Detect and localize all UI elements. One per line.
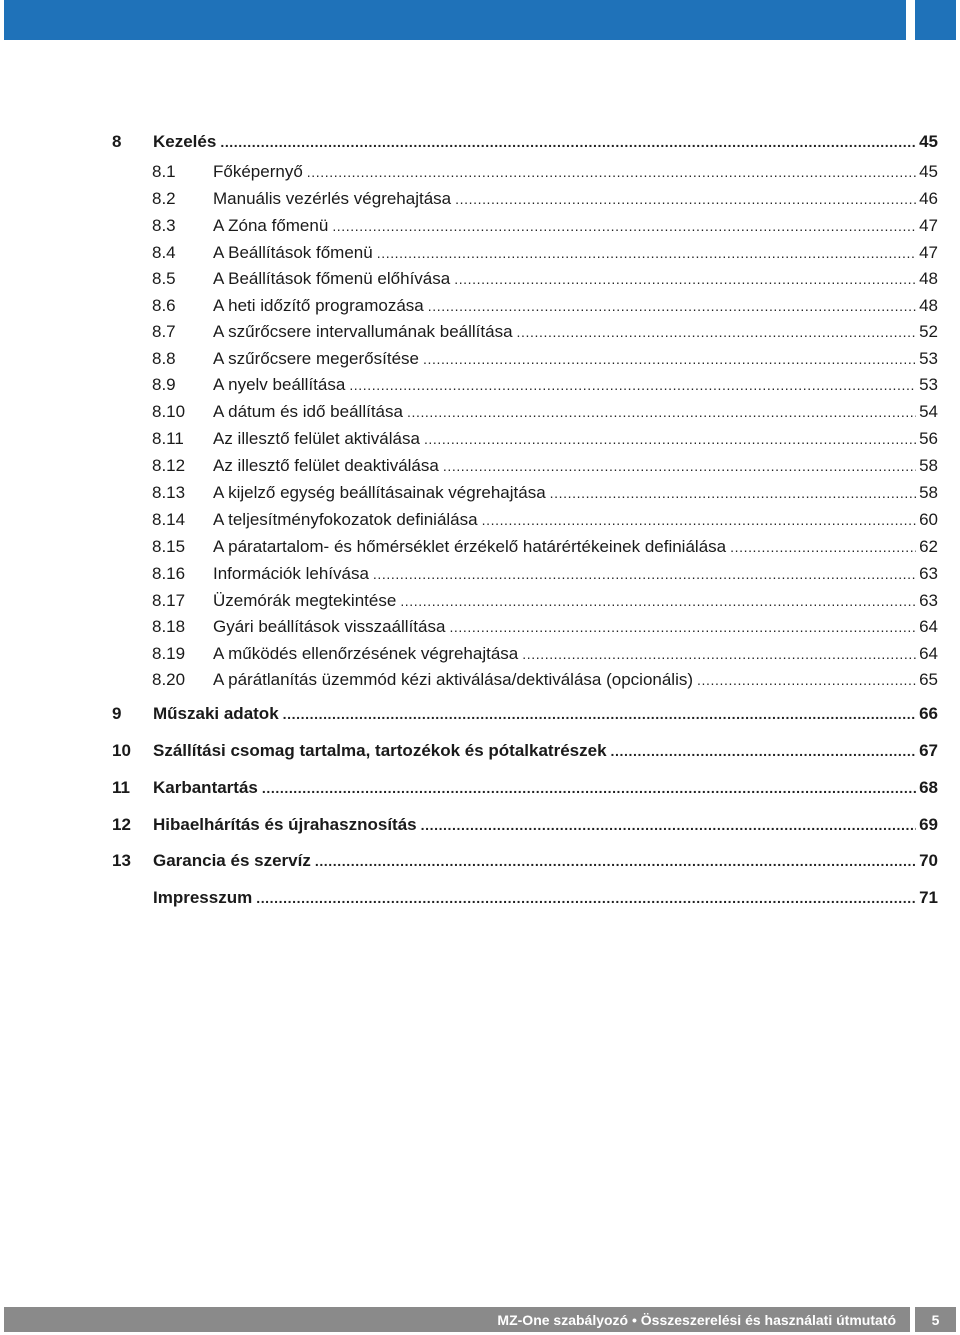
toc-row[interactable] [0, 400, 960, 424]
toc-page: 58 [919, 483, 938, 502]
toc-number: 11 [112, 778, 130, 797]
toc-title: Impresszum [153, 888, 253, 907]
toc-page: 47 [919, 216, 938, 235]
toc-row[interactable] [0, 739, 960, 763]
toc-number: 9 [112, 704, 122, 723]
toc-title: Műszaki adatok [153, 704, 279, 723]
toc-row[interactable] [0, 535, 960, 559]
toc-number: 8.5 [152, 269, 176, 288]
toc-title: Főképernyő [213, 162, 303, 181]
toc-page: 62 [919, 537, 938, 556]
toc-title: Az illesztő felület aktiválása [213, 429, 420, 448]
toc-number: 8.9 [152, 375, 176, 394]
toc-title: Karbantartás [153, 778, 258, 797]
toc-number: 8.7 [152, 322, 176, 341]
footer-page-number: 5 [915, 1307, 956, 1332]
toc-number: 8.20 [152, 670, 186, 689]
toc-title: Manuális vezérlés végrehajtása [213, 189, 452, 208]
toc-title: A heti időzítő programozása [213, 296, 424, 315]
toc-row[interactable] [0, 241, 960, 265]
header-bar-side [915, 0, 956, 40]
toc-number: 8.17 [152, 591, 186, 610]
toc-number: 8.16 [152, 564, 186, 583]
toc-number: 8.8 [152, 349, 176, 368]
toc-page: 63 [919, 591, 938, 610]
toc-number: 8.15 [152, 537, 186, 556]
toc-title: A nyelv beállítása [213, 375, 346, 394]
toc-page: 70 [919, 851, 938, 870]
toc-row[interactable] [0, 589, 960, 613]
toc-number: 8.11 [152, 429, 184, 448]
toc-number: 8.18 [152, 617, 186, 636]
toc-row[interactable] [0, 187, 960, 211]
header-bar [4, 0, 906, 40]
toc-page: 67 [919, 741, 938, 760]
toc-row[interactable] [0, 130, 960, 154]
toc-title: Az illesztő felület deaktiválása [213, 456, 439, 475]
toc-title: Kezelés [153, 132, 217, 151]
toc-number: 8.10 [152, 402, 186, 421]
toc-number: 8.1 [152, 162, 176, 181]
toc-row[interactable] [0, 320, 960, 344]
toc-row[interactable] [0, 813, 960, 837]
toc-title: A működés ellenőrzésének végrehajtása [213, 644, 519, 663]
toc-title: Információk lehívása [213, 564, 369, 583]
toc-page: 66 [919, 704, 938, 723]
toc-page: 64 [919, 617, 938, 636]
toc-row[interactable] [0, 668, 960, 692]
toc-number: 12 [112, 815, 131, 834]
footer-text: MZ-One szabályozó • Összeszerelési és használati útmutató [497, 1311, 896, 1328]
toc-number: 8.13 [152, 483, 186, 502]
toc-number: 8.19 [152, 644, 186, 663]
toc-title: Garancia és szervíz [153, 851, 311, 870]
toc-row[interactable] [0, 615, 960, 639]
toc-page: 56 [919, 429, 938, 448]
toc-page: 47 [919, 243, 938, 262]
toc-title: Gyári beállítások visszaállítása [213, 617, 446, 636]
toc-page: 64 [919, 644, 938, 663]
toc-number: 8.12 [152, 456, 186, 475]
toc-title: Üzemórák megtekintése [213, 591, 397, 610]
toc-number: 8.4 [152, 243, 176, 262]
toc-page: 58 [919, 456, 938, 475]
toc-title: A szűrőcsere megerősítése [213, 349, 419, 368]
toc-number: 8.6 [152, 296, 176, 315]
toc-page: 68 [919, 778, 938, 797]
toc-page: 45 [919, 162, 938, 181]
toc-row[interactable] [0, 776, 960, 800]
toc-row[interactable] [0, 214, 960, 238]
toc-page: 63 [919, 564, 938, 583]
toc-page: 53 [919, 375, 938, 394]
toc-title: A dátum és idő beállítása [213, 402, 403, 421]
toc-row[interactable] [0, 294, 960, 318]
toc-title: A Zóna főmenü [213, 216, 329, 235]
toc-page: 71 [919, 888, 938, 907]
toc-page: 46 [919, 189, 938, 208]
toc-number: 8.2 [152, 189, 176, 208]
toc-title: Hibaelhárítás és újrahasznosítás [153, 815, 417, 834]
toc-row[interactable] [0, 373, 960, 397]
toc-page: 52 [919, 322, 938, 341]
toc-number: 13 [112, 851, 131, 870]
toc-page: 53 [919, 349, 938, 368]
toc-title: A páratartalom- és hőmérséklet érzékelő határértékeinek definiálása [213, 537, 727, 556]
footer-bar [4, 1307, 910, 1332]
toc-row[interactable] [0, 347, 960, 371]
toc-row[interactable] [0, 160, 960, 184]
toc-row[interactable] [0, 562, 960, 586]
toc-number: 8.3 [152, 216, 176, 235]
toc-page: 65 [919, 670, 938, 689]
toc-title: A Beállítások főmenü [213, 243, 373, 262]
toc-title: A szűrőcsere intervallumának beállítása [213, 322, 513, 341]
toc-row[interactable] [0, 508, 960, 532]
toc-row[interactable] [0, 267, 960, 291]
toc-title: A párátlanítás üzemmód kézi aktiválása/dektiválása (opcionális) [213, 670, 694, 689]
toc-number: 8 [112, 132, 122, 151]
toc-title: Szállítási csomag tartalma, tartozékok és pótalkatrészek [153, 741, 607, 760]
toc-page: 69 [919, 815, 938, 834]
toc-row[interactable] [0, 427, 960, 451]
toc-page: 48 [919, 296, 938, 315]
toc-title: A Beállítások főmenü előhívása [213, 269, 451, 288]
toc-row[interactable] [0, 481, 960, 505]
toc-number: 8.14 [152, 510, 186, 529]
toc-row[interactable] [0, 702, 960, 726]
toc-row[interactable] [0, 642, 960, 666]
toc-row[interactable] [0, 454, 960, 478]
toc-page: 54 [919, 402, 938, 421]
toc-row[interactable] [0, 849, 960, 873]
toc-page: 60 [919, 510, 938, 529]
toc-page: 48 [919, 269, 938, 288]
toc-row[interactable] [0, 886, 960, 910]
toc-title: A teljesítményfokozatok definiálása [213, 510, 478, 529]
toc-number: 10 [112, 741, 131, 760]
toc-page: 45 [919, 132, 938, 151]
toc-title: A kijelző egység beállításainak végrehajtása [213, 483, 546, 502]
